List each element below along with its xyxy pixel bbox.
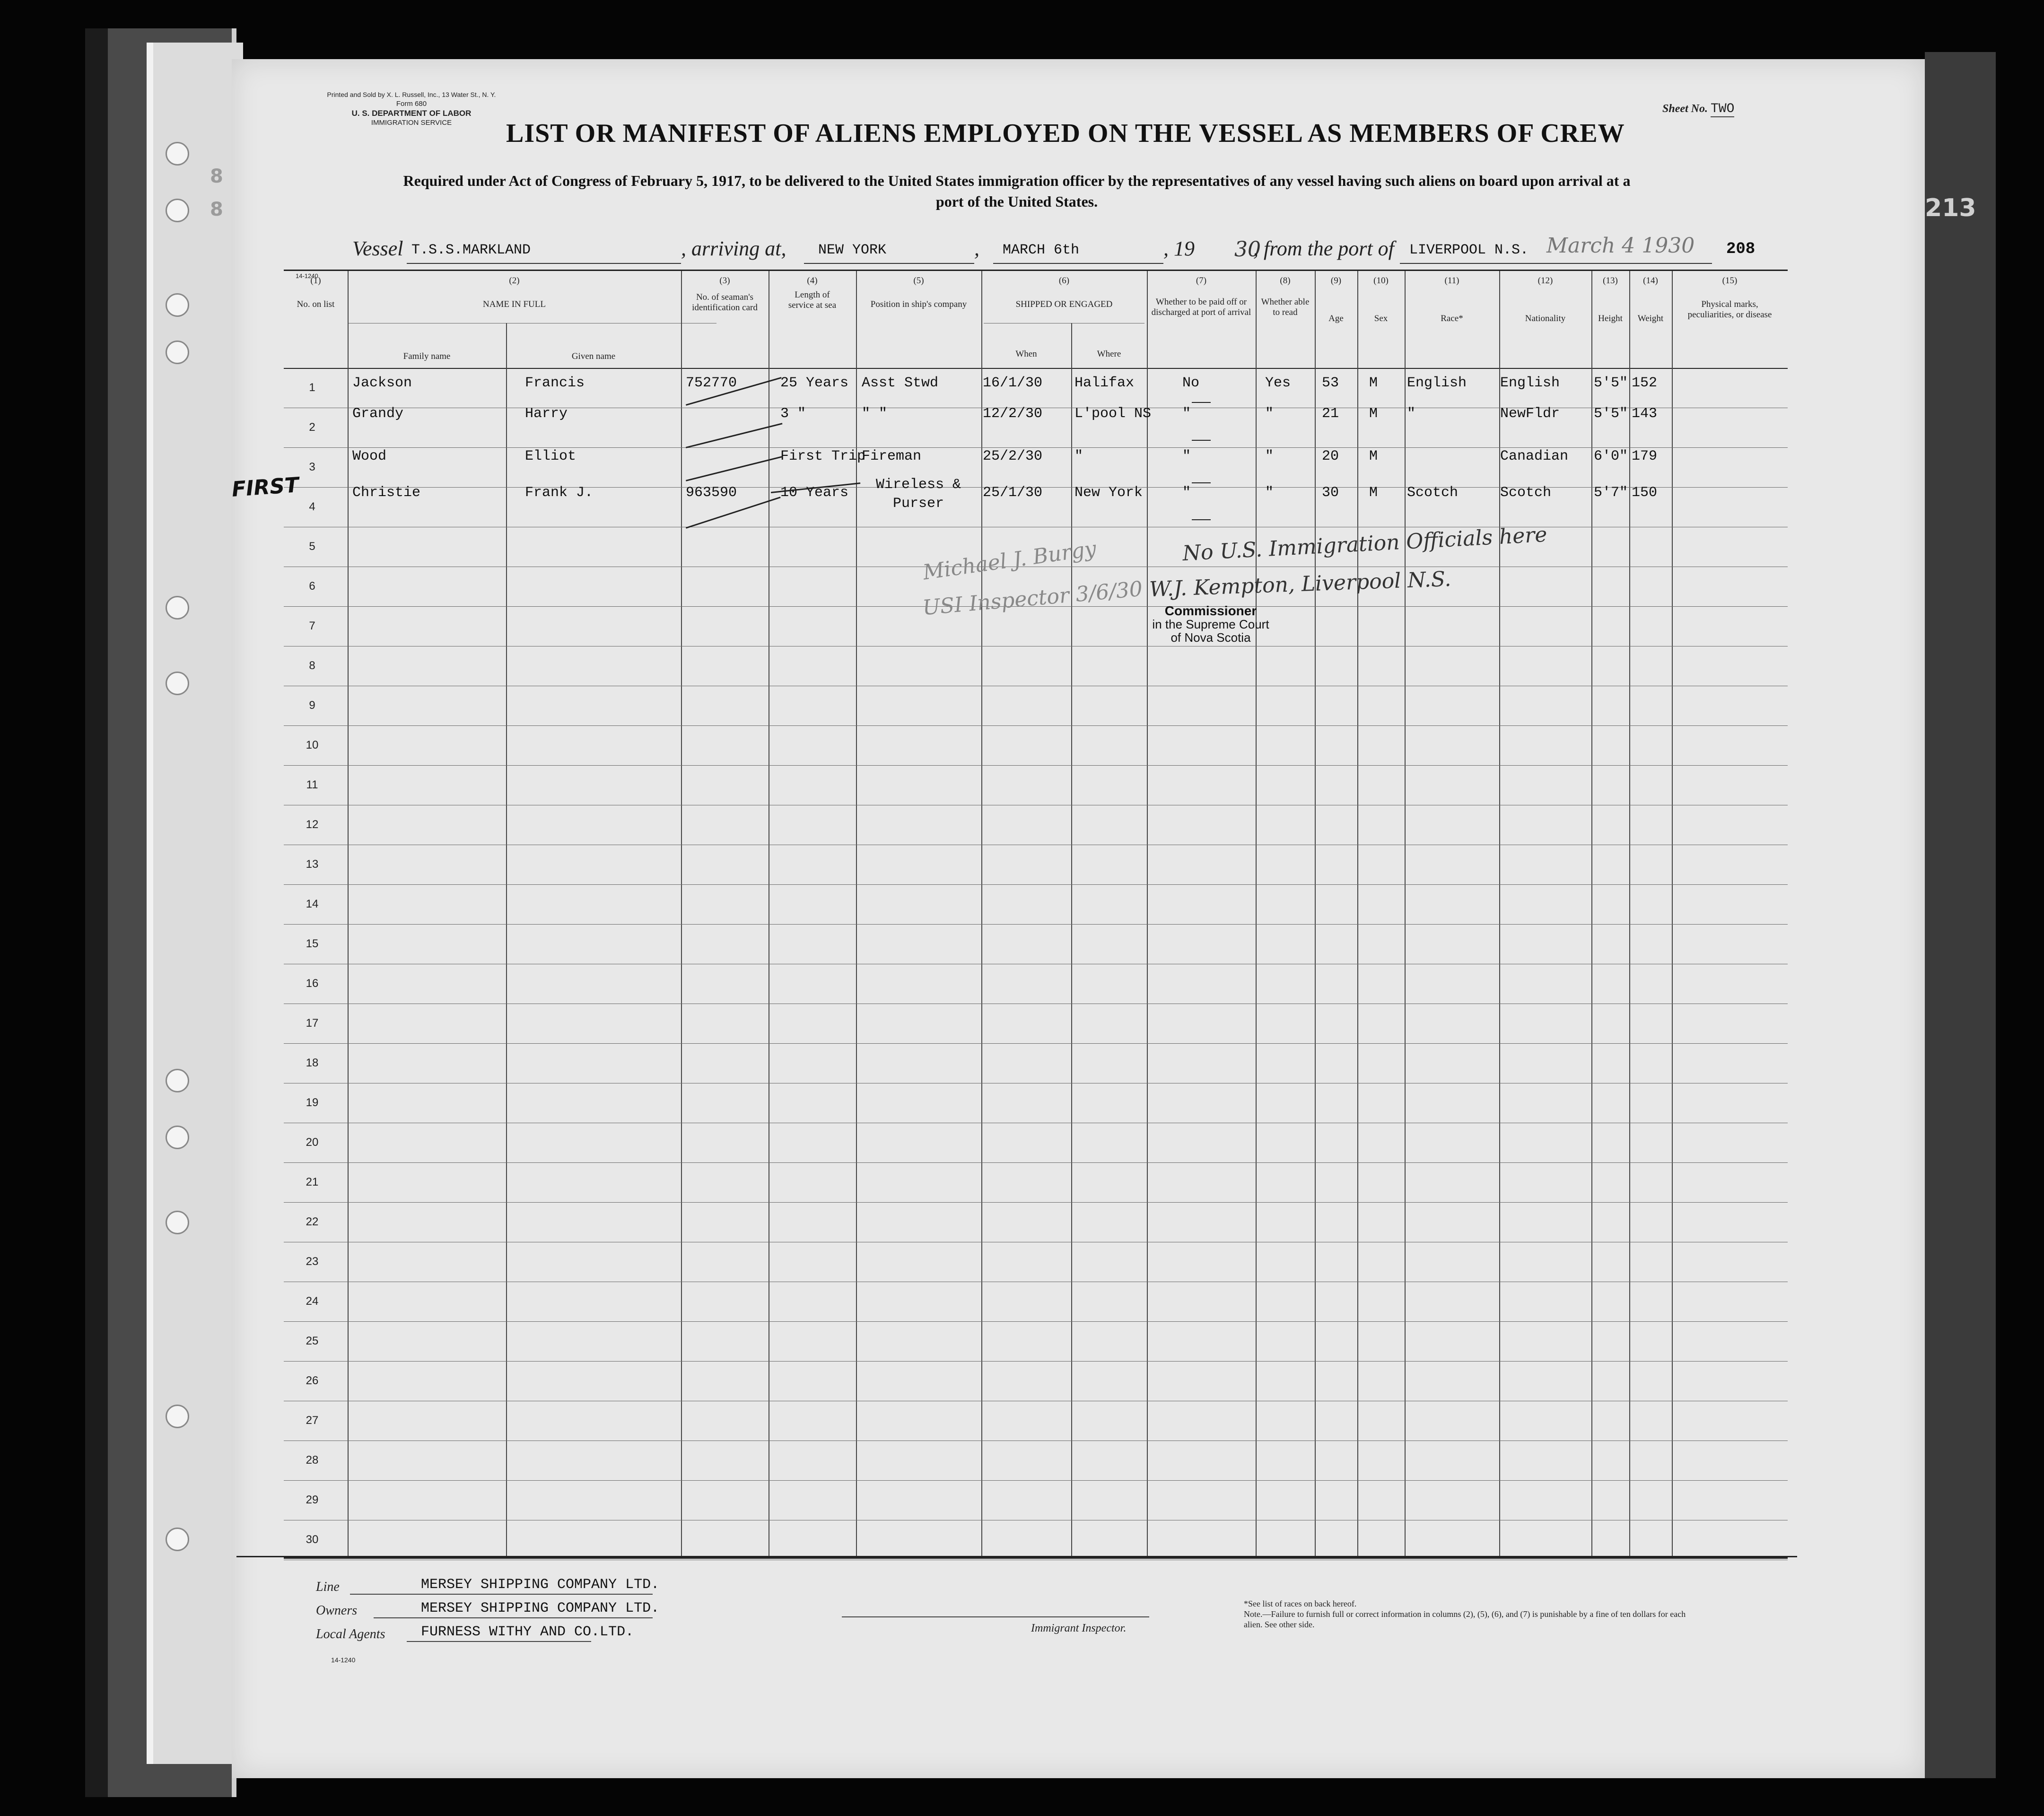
row-number: 8 xyxy=(309,659,315,672)
col11-num: (11) xyxy=(1444,276,1459,286)
inspector-signature-line xyxy=(842,1616,1149,1617)
row-number: 3 xyxy=(309,461,315,473)
row-rule xyxy=(284,1321,1788,1322)
binder-hole xyxy=(166,672,189,695)
col13-num: (13) xyxy=(1603,276,1618,286)
row-number: 14 xyxy=(306,898,319,910)
printer-block xyxy=(279,90,544,128)
year-label: , 19 xyxy=(1163,237,1195,260)
cell-service: 3 " xyxy=(780,406,806,422)
col3-num: (3) xyxy=(719,276,730,286)
row-number: 20 xyxy=(306,1136,319,1149)
binder-hole xyxy=(166,199,189,222)
races-footnote: *See list of races on back hereof. xyxy=(1244,1599,1357,1608)
row-number: 15 xyxy=(306,937,319,950)
cell-read: " xyxy=(1265,406,1274,422)
col-rule xyxy=(506,323,507,1557)
cell-given: Harry xyxy=(525,406,568,422)
owners-label: Owners xyxy=(316,1603,358,1618)
line-underline xyxy=(350,1594,653,1595)
cell-service: 10 Years xyxy=(780,485,849,501)
cell-nationality: Canadian xyxy=(1500,448,1569,464)
row-rule xyxy=(284,884,1788,885)
binder-strip xyxy=(85,28,108,1797)
col7-num: (7) xyxy=(1196,276,1207,286)
col1-num: (1) xyxy=(310,276,321,286)
row-number: 7 xyxy=(309,620,315,632)
commissioner-stamp xyxy=(1144,604,1277,644)
department-name: U. S. DEPARTMENT OF LABOR xyxy=(351,109,472,118)
cell-read: " xyxy=(1265,485,1274,501)
cell-given: Frank J. xyxy=(525,485,594,501)
binder-hole xyxy=(166,1528,189,1551)
left-margin-strip xyxy=(147,43,243,1764)
cell-sex: M xyxy=(1369,406,1378,422)
owners-underline xyxy=(374,1617,653,1618)
cell-paid-off: No xyxy=(1182,375,1200,391)
row-number: 25 xyxy=(306,1335,319,1347)
family-name-header: Family name xyxy=(403,351,451,361)
arriving-label: , arriving at, xyxy=(681,237,786,260)
row-rule xyxy=(284,765,1788,766)
row-number: 10 xyxy=(306,739,319,751)
col13-label: Height xyxy=(1598,314,1623,323)
page-number: 208 xyxy=(1726,240,1756,258)
footer-form-code: 14-1240 xyxy=(331,1656,356,1664)
vessel-underline xyxy=(407,263,681,264)
col1-label: No. on list xyxy=(297,299,335,309)
sheet-label: Sheet No. xyxy=(1662,103,1708,115)
cell-nationality: Scotch xyxy=(1500,485,1552,501)
col6-num: (6) xyxy=(1058,276,1070,286)
from-label: , from the port of xyxy=(1253,237,1394,260)
penalty-note: Note.—Failure to furnish full or correct information in columns (2), (5), (6), and (7) is punishable by a fine of ten dollars for each alien. See other side. xyxy=(1244,1609,1686,1629)
arrival-date: MARCH 6th xyxy=(1003,242,1080,258)
col5-num: (5) xyxy=(913,276,924,286)
binder-hole xyxy=(166,142,189,166)
cell-weight: 150 xyxy=(1632,485,1658,501)
given-name-header: Given name xyxy=(571,351,616,361)
row-number: 4 xyxy=(309,500,315,513)
cell-weight: 179 xyxy=(1632,448,1658,464)
row-rule xyxy=(284,447,1788,448)
row-number: 17 xyxy=(306,1017,319,1030)
cell-card: 752770 xyxy=(686,375,737,391)
col4-label: Length of service at sea xyxy=(788,290,837,310)
cell-where: Halifax xyxy=(1074,375,1135,391)
row-number: 1 xyxy=(309,381,315,394)
agents-label: Local Agents xyxy=(316,1627,385,1641)
col10-label: Sex xyxy=(1374,314,1388,323)
bleed-through-mark: 8 xyxy=(210,199,223,220)
col7-label: Whether to be paid off or discharged at port of arrival xyxy=(1151,297,1251,317)
row-number: 18 xyxy=(306,1056,319,1069)
stamp-number: 213 xyxy=(1925,194,1976,222)
cell-weight: 143 xyxy=(1632,406,1658,422)
cell-family: Christie xyxy=(352,485,421,501)
row-rule xyxy=(284,1043,1788,1044)
cell-height: 5'5" xyxy=(1594,406,1628,422)
col-rule xyxy=(1256,271,1257,1557)
inspector-label: Immigrant Inspector. xyxy=(1031,1622,1127,1634)
no-officials-note: No U.S. Immigration Officials here xyxy=(1182,522,1548,566)
cell-where: New York xyxy=(1074,485,1143,501)
cell-race: " xyxy=(1407,406,1416,422)
agents-underline xyxy=(407,1641,591,1642)
cell-position: Fireman xyxy=(862,448,922,464)
cell-position: Asst Stwd xyxy=(862,375,939,391)
row-number: 13 xyxy=(306,858,319,871)
cell-service: 25 Years xyxy=(780,375,849,391)
row-number: 26 xyxy=(306,1374,319,1387)
col2-label: NAME IN FULL xyxy=(483,299,546,309)
owners-value: MERSEY SHIPPING COMPANY LTD. xyxy=(421,1600,660,1616)
cell-height: 5'5" xyxy=(1594,375,1628,391)
cell-read: " xyxy=(1265,448,1274,464)
col12-num: (12) xyxy=(1537,276,1553,286)
col-rule xyxy=(1629,271,1630,1557)
row-number: 22 xyxy=(306,1215,319,1228)
cell-age: 30 xyxy=(1322,485,1339,501)
cell-height: 6'0" xyxy=(1594,448,1628,464)
cell-where: " xyxy=(1074,448,1083,464)
bleed-through-mark: 8 xyxy=(210,166,223,187)
cell-card: 963590 xyxy=(686,485,737,501)
col9-num: (9) xyxy=(1330,276,1342,286)
dash-mark xyxy=(1192,402,1211,403)
arrival-year: 30 xyxy=(1234,237,1261,262)
manifest-table xyxy=(284,270,1788,1559)
form-number: Form 680 xyxy=(396,100,427,108)
cell-when: 25/2/30 xyxy=(983,448,1043,464)
row-number: 23 xyxy=(306,1255,319,1268)
col3-label: No. of seaman's identification card xyxy=(692,292,758,313)
row-number: 5 xyxy=(309,540,315,553)
printer-line: Printed and Sold by X. L. Russell, Inc., 13 Water St., N. Y. xyxy=(327,91,496,98)
when-header: When xyxy=(1015,349,1037,359)
cell-service: First Trip xyxy=(780,448,866,464)
line-value: MERSEY SHIPPING COMPANY LTD. xyxy=(421,1577,660,1593)
row-number: 21 xyxy=(306,1176,319,1188)
dash-mark xyxy=(1192,440,1211,441)
binder-hole xyxy=(166,1069,189,1092)
page-title: LIST OR MANIFEST OF ALIENS EMPLOYED ON THE VESSEL AS MEMBERS OF CREW xyxy=(506,119,1625,148)
row-number: 24 xyxy=(306,1295,319,1308)
handwritten-departure-date: March 4 1930 xyxy=(1546,234,1695,258)
form-code: 14-1240 xyxy=(296,272,318,279)
cell-age: 53 xyxy=(1322,375,1339,391)
cell-position: Wireless & Purser xyxy=(875,477,961,512)
col-rule xyxy=(1147,271,1148,1557)
col-rule xyxy=(1315,271,1316,1557)
cell-when: 12/2/30 xyxy=(983,406,1043,422)
cell-sex: M xyxy=(1369,448,1378,464)
row-rule xyxy=(284,725,1788,726)
col-rule xyxy=(1405,271,1406,1557)
vessel-name: T.S.S.MARKLAND xyxy=(411,242,531,258)
dash-mark xyxy=(1192,519,1211,520)
inspector-stamp: USI Inspector 3/6/30 xyxy=(921,576,1144,620)
col15-num: (15) xyxy=(1722,276,1738,286)
col-rule xyxy=(1672,271,1673,1557)
binder-hole xyxy=(166,293,189,317)
row-number: 19 xyxy=(306,1096,319,1109)
cell-paid-off: " xyxy=(1182,406,1191,422)
sheet-value: TWO xyxy=(1711,102,1735,116)
cell-when: 16/1/30 xyxy=(983,375,1043,391)
cell-nationality: English xyxy=(1500,375,1560,391)
col12-label: Nationality xyxy=(1525,314,1566,323)
header-bottom-rule xyxy=(284,368,1788,369)
row-number: 30 xyxy=(306,1533,319,1546)
footnote xyxy=(1244,1598,1698,1630)
cell-weight: 152 xyxy=(1632,375,1658,391)
col2-num: (2) xyxy=(509,276,520,286)
row-rule xyxy=(284,924,1788,925)
col14-label: Weight xyxy=(1637,314,1664,323)
agents-value: FURNESS WITHY AND CO.LTD. xyxy=(421,1624,634,1640)
cell-given: Elliot xyxy=(525,448,577,464)
departure-port: LIVERPOOL N.S. xyxy=(1409,242,1529,258)
row-rule xyxy=(284,1480,1788,1481)
col6-label: SHIPPED OR ENGAGED xyxy=(1015,299,1113,309)
vessel-label: Vessel xyxy=(352,237,403,260)
row-number: 29 xyxy=(306,1493,319,1506)
commissioner-title: Commissioner xyxy=(1164,603,1257,618)
col5-label: Position in ship's company xyxy=(870,299,967,309)
col-rule xyxy=(681,271,682,1557)
cell-height: 5'7" xyxy=(1594,485,1628,501)
row-rule xyxy=(284,1202,1788,1203)
port-underline xyxy=(804,263,974,264)
row-number: 27 xyxy=(306,1414,319,1427)
col4-num: (4) xyxy=(807,276,818,286)
sheet-number xyxy=(1662,102,1734,116)
col-rule xyxy=(1357,271,1358,1557)
col11-label: Race* xyxy=(1441,314,1463,323)
col-rule xyxy=(1591,271,1592,1557)
col-rule xyxy=(348,271,349,1557)
margin-note: FIRST xyxy=(231,473,300,502)
cell-sex: M xyxy=(1369,485,1378,501)
binder-hole xyxy=(166,596,189,620)
row-number: 28 xyxy=(306,1454,319,1467)
commissioner-province: of Nova Scotia xyxy=(1170,630,1251,645)
row-number: 2 xyxy=(309,421,315,434)
where-header: Where xyxy=(1097,349,1121,359)
cell-position: " " xyxy=(862,406,888,422)
row-rule xyxy=(284,1162,1788,1163)
cell-age: 21 xyxy=(1322,406,1339,422)
binder-hole xyxy=(166,340,189,364)
commissioner-court: in the Supreme Court xyxy=(1152,617,1269,631)
subtitle xyxy=(331,170,1703,212)
col-rule xyxy=(981,271,982,1557)
subtitle-line-1: Required under Act of Congress of February 5, 1917, to be delivered to the United States immigration officer by the representatives of any vessel having such aliens on board upon arrival at a xyxy=(403,172,1631,189)
col14-num: (14) xyxy=(1643,276,1658,286)
cell-family: Grandy xyxy=(352,406,404,422)
dash-mark xyxy=(1192,482,1211,483)
cell-where: L'pool NS xyxy=(1074,406,1152,422)
comma: , xyxy=(974,237,979,260)
col8-label: Whether able to read xyxy=(1261,297,1310,317)
commissioner-signature: W.J. Kempton, Liverpool N.S. xyxy=(1149,567,1452,602)
cell-sex: M xyxy=(1369,375,1378,391)
service-name: IMMIGRATION SERVICE xyxy=(371,119,452,127)
row-number: 9 xyxy=(309,699,315,712)
cell-race: Scotch xyxy=(1407,485,1459,501)
binder-hole xyxy=(166,1126,189,1149)
binder-hole xyxy=(166,1211,189,1234)
arrival-port: NEW YORK xyxy=(818,242,887,258)
cell-given: Francis xyxy=(525,375,585,391)
row-rule xyxy=(284,1361,1788,1362)
inspector-signature: Michael J. Burgy xyxy=(921,536,1098,585)
cell-read: Yes xyxy=(1265,375,1291,391)
cell-paid-off: " xyxy=(1182,485,1191,501)
col15-label: Physical marks, peculiarities, or disease xyxy=(1687,299,1772,320)
footer-rule xyxy=(236,1556,1797,1557)
date-underline xyxy=(993,263,1163,264)
col9-label: Age xyxy=(1328,314,1344,323)
line-label: Line xyxy=(316,1580,340,1594)
row-number: 16 xyxy=(306,977,319,990)
binder-hole xyxy=(166,1405,189,1428)
departure-underline xyxy=(1400,263,1712,264)
row-number: 11 xyxy=(306,778,318,791)
row-number: 12 xyxy=(306,818,319,831)
row-number: 6 xyxy=(309,580,315,593)
cell-age: 20 xyxy=(1322,448,1339,464)
cell-paid-off: " xyxy=(1182,448,1191,464)
cell-race: English xyxy=(1407,375,1467,391)
cell-family: Jackson xyxy=(352,375,412,391)
right-edge-strip xyxy=(1925,52,1996,1778)
col8-num: (8) xyxy=(1280,276,1291,286)
subtitle-line-2: port of the United States. xyxy=(935,193,1098,210)
cell-nationality: NewFldr xyxy=(1500,406,1560,422)
cell-when: 25/1/30 xyxy=(983,485,1043,501)
col10-num: (10) xyxy=(1373,276,1389,286)
cell-family: Wood xyxy=(352,448,387,464)
col-rule xyxy=(1071,323,1072,1557)
